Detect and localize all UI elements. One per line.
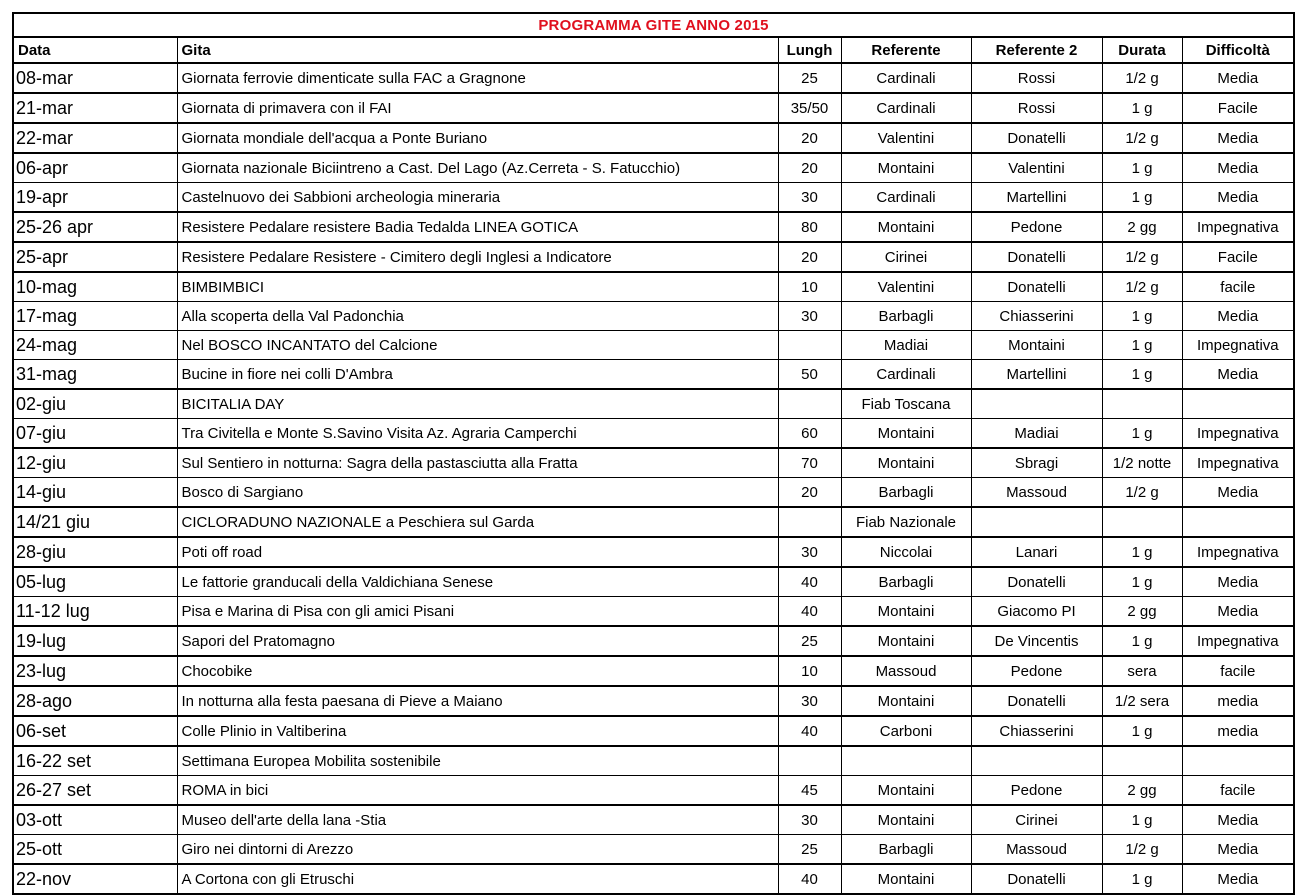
- cell-durata: 1 g: [1102, 360, 1182, 390]
- cell-lungh: [778, 507, 841, 537]
- cell-referente: Carboni: [841, 716, 971, 746]
- cell-difficolta: Media: [1182, 153, 1294, 183]
- header-lungh: Lungh: [778, 37, 841, 63]
- table-row: [13, 567, 1294, 597]
- cell-date: 25-ott: [13, 835, 177, 865]
- cell-difficolta: media: [1182, 686, 1294, 716]
- cell-difficolta: Media: [1182, 835, 1294, 865]
- table-row: [13, 123, 1294, 153]
- table-row: [13, 93, 1294, 123]
- cell-durata: 1 g: [1102, 331, 1182, 360]
- cell-gita: ROMA in bici: [177, 776, 778, 806]
- cell-gita: Nel BOSCO INCANTATO del Calcione: [177, 331, 778, 360]
- cell-referente: Cirinei: [841, 242, 971, 272]
- table-row: [13, 360, 1294, 390]
- cell-durata: 1/2 g: [1102, 835, 1182, 865]
- cell-difficolta: facile: [1182, 776, 1294, 806]
- table-row: [13, 212, 1294, 242]
- cell-durata: 1 g: [1102, 153, 1182, 183]
- cell-lungh: 60: [778, 419, 841, 449]
- cell-gita: Tra Civitella e Monte S.Savino Visita Az. Agraria Camperchi: [177, 419, 778, 449]
- cell-date: 03-ott: [13, 805, 177, 835]
- cell-lungh: 40: [778, 567, 841, 597]
- cell-referente: Montaini: [841, 212, 971, 242]
- cell-gita: Chocobike: [177, 656, 778, 686]
- cell-difficolta: [1182, 507, 1294, 537]
- cell-difficolta: Facile: [1182, 242, 1294, 272]
- cell-referente: Montaini: [841, 153, 971, 183]
- cell-difficolta: facile: [1182, 272, 1294, 302]
- cell-gita: Giornata di primavera con il FAI: [177, 93, 778, 123]
- cell-durata: 1 g: [1102, 626, 1182, 656]
- cell-lungh: 25: [778, 835, 841, 865]
- cell-date: 10-mag: [13, 272, 177, 302]
- cell-difficolta: Impegnativa: [1182, 419, 1294, 449]
- cell-gita: BIMBIMBICI: [177, 272, 778, 302]
- cell-gita: Giornata ferrovie dimenticate sulla FAC a Gragnone: [177, 63, 778, 93]
- cell-lungh: 25: [778, 626, 841, 656]
- cell-difficolta: Media: [1182, 360, 1294, 390]
- trip-schedule-table: [12, 12, 1295, 895]
- cell-referente: Barbagli: [841, 478, 971, 508]
- cell-date: 24-mag: [13, 331, 177, 360]
- cell-durata: 1 g: [1102, 716, 1182, 746]
- cell-referente: Cardinali: [841, 93, 971, 123]
- cell-difficolta: Media: [1182, 597, 1294, 627]
- cell-date: 25-apr: [13, 242, 177, 272]
- cell-referente: Valentini: [841, 272, 971, 302]
- cell-difficolta: [1182, 389, 1294, 419]
- cell-date: 06-set: [13, 716, 177, 746]
- table-row: [13, 835, 1294, 865]
- cell-lungh: 20: [778, 478, 841, 508]
- table-row: [13, 686, 1294, 716]
- cell-date: 19-lug: [13, 626, 177, 656]
- cell-referente-2: Lanari: [971, 537, 1102, 567]
- cell-referente: Montaini: [841, 864, 971, 894]
- cell-date: 02-giu: [13, 389, 177, 419]
- cell-date: 17-mag: [13, 302, 177, 331]
- cell-lungh: 35/50: [778, 93, 841, 123]
- cell-lungh: 70: [778, 448, 841, 478]
- header-row: [13, 37, 1294, 63]
- cell-durata: 1/2 g: [1102, 63, 1182, 93]
- cell-referente-2: Chiasserini: [971, 302, 1102, 331]
- cell-durata: 1/2 g: [1102, 478, 1182, 508]
- cell-referente-2: Sbragi: [971, 448, 1102, 478]
- cell-gita: Le fattorie granducali della Valdichiana Senese: [177, 567, 778, 597]
- cell-difficolta: Media: [1182, 63, 1294, 93]
- cell-durata: 1/2 g: [1102, 123, 1182, 153]
- cell-referente: Cardinali: [841, 360, 971, 390]
- cell-difficolta: [1182, 746, 1294, 776]
- cell-difficolta: Media: [1182, 805, 1294, 835]
- cell-durata: 1 g: [1102, 183, 1182, 213]
- table-row: [13, 389, 1294, 419]
- cell-date: 21-mar: [13, 93, 177, 123]
- cell-gita: Alla scoperta della Val Padonchia: [177, 302, 778, 331]
- cell-durata: 1 g: [1102, 302, 1182, 331]
- cell-referente-2: Rossi: [971, 93, 1102, 123]
- cell-date: 26-27 set: [13, 776, 177, 806]
- cell-lungh: 40: [778, 716, 841, 746]
- cell-gita: Sul Sentiero in notturna: Sagra della pastasciutta alla Fratta: [177, 448, 778, 478]
- cell-referente: Barbagli: [841, 567, 971, 597]
- cell-referente: Montaini: [841, 448, 971, 478]
- cell-date: 16-22 set: [13, 746, 177, 776]
- cell-date: 22-nov: [13, 864, 177, 894]
- cell-date: 11-12 lug: [13, 597, 177, 627]
- cell-referente-2: [971, 746, 1102, 776]
- cell-gita: BICITALIA DAY: [177, 389, 778, 419]
- table-row: [13, 716, 1294, 746]
- cell-referente-2: Rossi: [971, 63, 1102, 93]
- cell-durata: 1 g: [1102, 93, 1182, 123]
- cell-gita: Resistere Pedalare Resistere - Cimitero degli Inglesi a Indicatore: [177, 242, 778, 272]
- cell-lungh: 40: [778, 597, 841, 627]
- table-row: [13, 597, 1294, 627]
- table-row: [13, 331, 1294, 360]
- cell-durata: 1 g: [1102, 419, 1182, 449]
- cell-gita: Giornata nazionale Biciintreno a Cast. Del Lago (Az.Cerreta - S. Fatucchio): [177, 153, 778, 183]
- cell-gita: Giornata mondiale dell'acqua a Ponte Buriano: [177, 123, 778, 153]
- table-row: [13, 805, 1294, 835]
- table-row: [13, 776, 1294, 806]
- header-referente-2: Referente 2: [971, 37, 1102, 63]
- cell-lungh: 30: [778, 537, 841, 567]
- cell-gita: Sapori del Pratomagno: [177, 626, 778, 656]
- table-row: [13, 272, 1294, 302]
- cell-date: 05-lug: [13, 567, 177, 597]
- cell-referente-2: Donatelli: [971, 272, 1102, 302]
- cell-difficolta: Media: [1182, 123, 1294, 153]
- cell-referente: Massoud: [841, 656, 971, 686]
- cell-referente: Valentini: [841, 123, 971, 153]
- cell-gita: CICLORADUNO NAZIONALE a Peschiera sul Garda: [177, 507, 778, 537]
- cell-durata: 2 gg: [1102, 597, 1182, 627]
- cell-lungh: 30: [778, 302, 841, 331]
- cell-date: 25-26 apr: [13, 212, 177, 242]
- cell-referente: [841, 746, 971, 776]
- cell-lungh: 40: [778, 864, 841, 894]
- cell-referente: Montaini: [841, 686, 971, 716]
- cell-durata: sera: [1102, 656, 1182, 686]
- cell-difficolta: Impegnativa: [1182, 212, 1294, 242]
- cell-difficolta: Impegnativa: [1182, 448, 1294, 478]
- cell-lungh: 80: [778, 212, 841, 242]
- cell-durata: 1 g: [1102, 864, 1182, 894]
- cell-durata: 1/2 g: [1102, 242, 1182, 272]
- cell-referente: Montaini: [841, 419, 971, 449]
- cell-difficolta: Media: [1182, 183, 1294, 213]
- cell-lungh: 30: [778, 686, 841, 716]
- cell-gita: Colle Plinio in Valtiberina: [177, 716, 778, 746]
- table-row: [13, 864, 1294, 894]
- cell-referente: Niccolai: [841, 537, 971, 567]
- cell-referente: Montaini: [841, 776, 971, 806]
- table-title: PROGRAMMA GITE ANNO 2015: [13, 13, 1294, 37]
- table-row: [13, 478, 1294, 508]
- cell-difficolta: Impegnativa: [1182, 626, 1294, 656]
- cell-lungh: 25: [778, 63, 841, 93]
- cell-referente-2: Donatelli: [971, 242, 1102, 272]
- table-row: [13, 626, 1294, 656]
- cell-gita: Resistere Pedalare resistere Badia Tedalda LINEA GOTICA: [177, 212, 778, 242]
- cell-lungh: 20: [778, 153, 841, 183]
- cell-durata: [1102, 746, 1182, 776]
- table-row: [13, 302, 1294, 331]
- cell-durata: 1 g: [1102, 567, 1182, 597]
- cell-referente-2: Pedone: [971, 212, 1102, 242]
- table-row: [13, 507, 1294, 537]
- cell-gita: Castelnuovo dei Sabbioni archeologia mineraria: [177, 183, 778, 213]
- cell-difficolta: media: [1182, 716, 1294, 746]
- cell-referente-2: Martellini: [971, 360, 1102, 390]
- cell-gita: A Cortona con gli Etruschi: [177, 864, 778, 894]
- cell-date: 28-giu: [13, 537, 177, 567]
- cell-referente: Barbagli: [841, 302, 971, 331]
- cell-date: 31-mag: [13, 360, 177, 390]
- cell-referente: Barbagli: [841, 835, 971, 865]
- cell-difficolta: facile: [1182, 656, 1294, 686]
- cell-durata: 2 gg: [1102, 212, 1182, 242]
- header-difficolta: Difficoltà: [1182, 37, 1294, 63]
- cell-referente-2: Cirinei: [971, 805, 1102, 835]
- title-row: [13, 13, 1294, 37]
- cell-referente-2: Donatelli: [971, 864, 1102, 894]
- cell-lungh: 30: [778, 183, 841, 213]
- cell-referente-2: Martellini: [971, 183, 1102, 213]
- table-row: [13, 183, 1294, 213]
- cell-durata: 1/2 sera: [1102, 686, 1182, 716]
- header-referente: Referente: [841, 37, 971, 63]
- cell-referente: Cardinali: [841, 63, 971, 93]
- cell-referente-2: Giacomo PI: [971, 597, 1102, 627]
- cell-gita: Giro nei dintorni di Arezzo: [177, 835, 778, 865]
- cell-gita: Pisa e Marina di Pisa con gli amici Pisani: [177, 597, 778, 627]
- cell-lungh: 45: [778, 776, 841, 806]
- cell-lungh: [778, 746, 841, 776]
- header-durata: Durata: [1102, 37, 1182, 63]
- schedule-sheet: [12, 12, 1293, 895]
- cell-referente-2: Pedone: [971, 656, 1102, 686]
- cell-lungh: 50: [778, 360, 841, 390]
- table-row: [13, 63, 1294, 93]
- cell-durata: 2 gg: [1102, 776, 1182, 806]
- cell-referente-2: Donatelli: [971, 123, 1102, 153]
- table-row: [13, 656, 1294, 686]
- cell-referente-2: Valentini: [971, 153, 1102, 183]
- cell-date: 23-lug: [13, 656, 177, 686]
- cell-durata: [1102, 507, 1182, 537]
- cell-difficolta: Media: [1182, 864, 1294, 894]
- cell-durata: [1102, 389, 1182, 419]
- cell-lungh: [778, 331, 841, 360]
- cell-referente-2: Chiasserini: [971, 716, 1102, 746]
- cell-referente: Montaini: [841, 626, 971, 656]
- cell-date: 19-apr: [13, 183, 177, 213]
- cell-gita: Poti off road: [177, 537, 778, 567]
- cell-gita: Settimana Europea Mobilita sostenibile: [177, 746, 778, 776]
- table-row: [13, 153, 1294, 183]
- cell-date: 28-ago: [13, 686, 177, 716]
- cell-difficolta: Facile: [1182, 93, 1294, 123]
- cell-referente-2: [971, 389, 1102, 419]
- cell-lungh: [778, 389, 841, 419]
- cell-lungh: 10: [778, 272, 841, 302]
- cell-gita: Bucine in fiore nei colli D'Ambra: [177, 360, 778, 390]
- cell-referente: Fiab Toscana: [841, 389, 971, 419]
- cell-date: 14-giu: [13, 478, 177, 508]
- cell-lungh: 20: [778, 242, 841, 272]
- table-row: [13, 537, 1294, 567]
- cell-referente-2: Pedone: [971, 776, 1102, 806]
- cell-difficolta: Media: [1182, 302, 1294, 331]
- cell-date: 07-giu: [13, 419, 177, 449]
- cell-date: 14/21 giu: [13, 507, 177, 537]
- cell-date: 06-apr: [13, 153, 177, 183]
- cell-referente: Cardinali: [841, 183, 971, 213]
- cell-referente-2: Massoud: [971, 478, 1102, 508]
- cell-referente-2: De Vincentis: [971, 626, 1102, 656]
- cell-date: 22-mar: [13, 123, 177, 153]
- cell-referente-2: Massoud: [971, 835, 1102, 865]
- cell-referente-2: Donatelli: [971, 686, 1102, 716]
- cell-referente-2: Donatelli: [971, 567, 1102, 597]
- cell-referente: Montaini: [841, 597, 971, 627]
- cell-lungh: 20: [778, 123, 841, 153]
- cell-referente: Montaini: [841, 805, 971, 835]
- cell-durata: 1/2 g: [1102, 272, 1182, 302]
- cell-lungh: 10: [778, 656, 841, 686]
- cell-referente: Fiab Nazionale: [841, 507, 971, 537]
- header-data: Data: [13, 37, 177, 63]
- cell-difficolta: Media: [1182, 478, 1294, 508]
- cell-date: 12-giu: [13, 448, 177, 478]
- cell-gita: Bosco di Sargiano: [177, 478, 778, 508]
- cell-gita: Museo dell'arte della lana -Stia: [177, 805, 778, 835]
- cell-date: 08-mar: [13, 63, 177, 93]
- cell-referente-2: [971, 507, 1102, 537]
- cell-referente-2: Montaini: [971, 331, 1102, 360]
- cell-referente: Madiai: [841, 331, 971, 360]
- table-row: [13, 242, 1294, 272]
- cell-referente-2: Madiai: [971, 419, 1102, 449]
- cell-difficolta: Impegnativa: [1182, 331, 1294, 360]
- header-gita: Gita: [177, 37, 778, 63]
- cell-difficolta: Impegnativa: [1182, 537, 1294, 567]
- table-row: [13, 746, 1294, 776]
- cell-gita: In notturna alla festa paesana di Pieve a Maiano: [177, 686, 778, 716]
- table-row: [13, 419, 1294, 449]
- cell-durata: 1 g: [1102, 537, 1182, 567]
- cell-difficolta: Media: [1182, 567, 1294, 597]
- cell-durata: 1/2 notte: [1102, 448, 1182, 478]
- cell-durata: 1 g: [1102, 805, 1182, 835]
- table-row: [13, 448, 1294, 478]
- cell-lungh: 30: [778, 805, 841, 835]
